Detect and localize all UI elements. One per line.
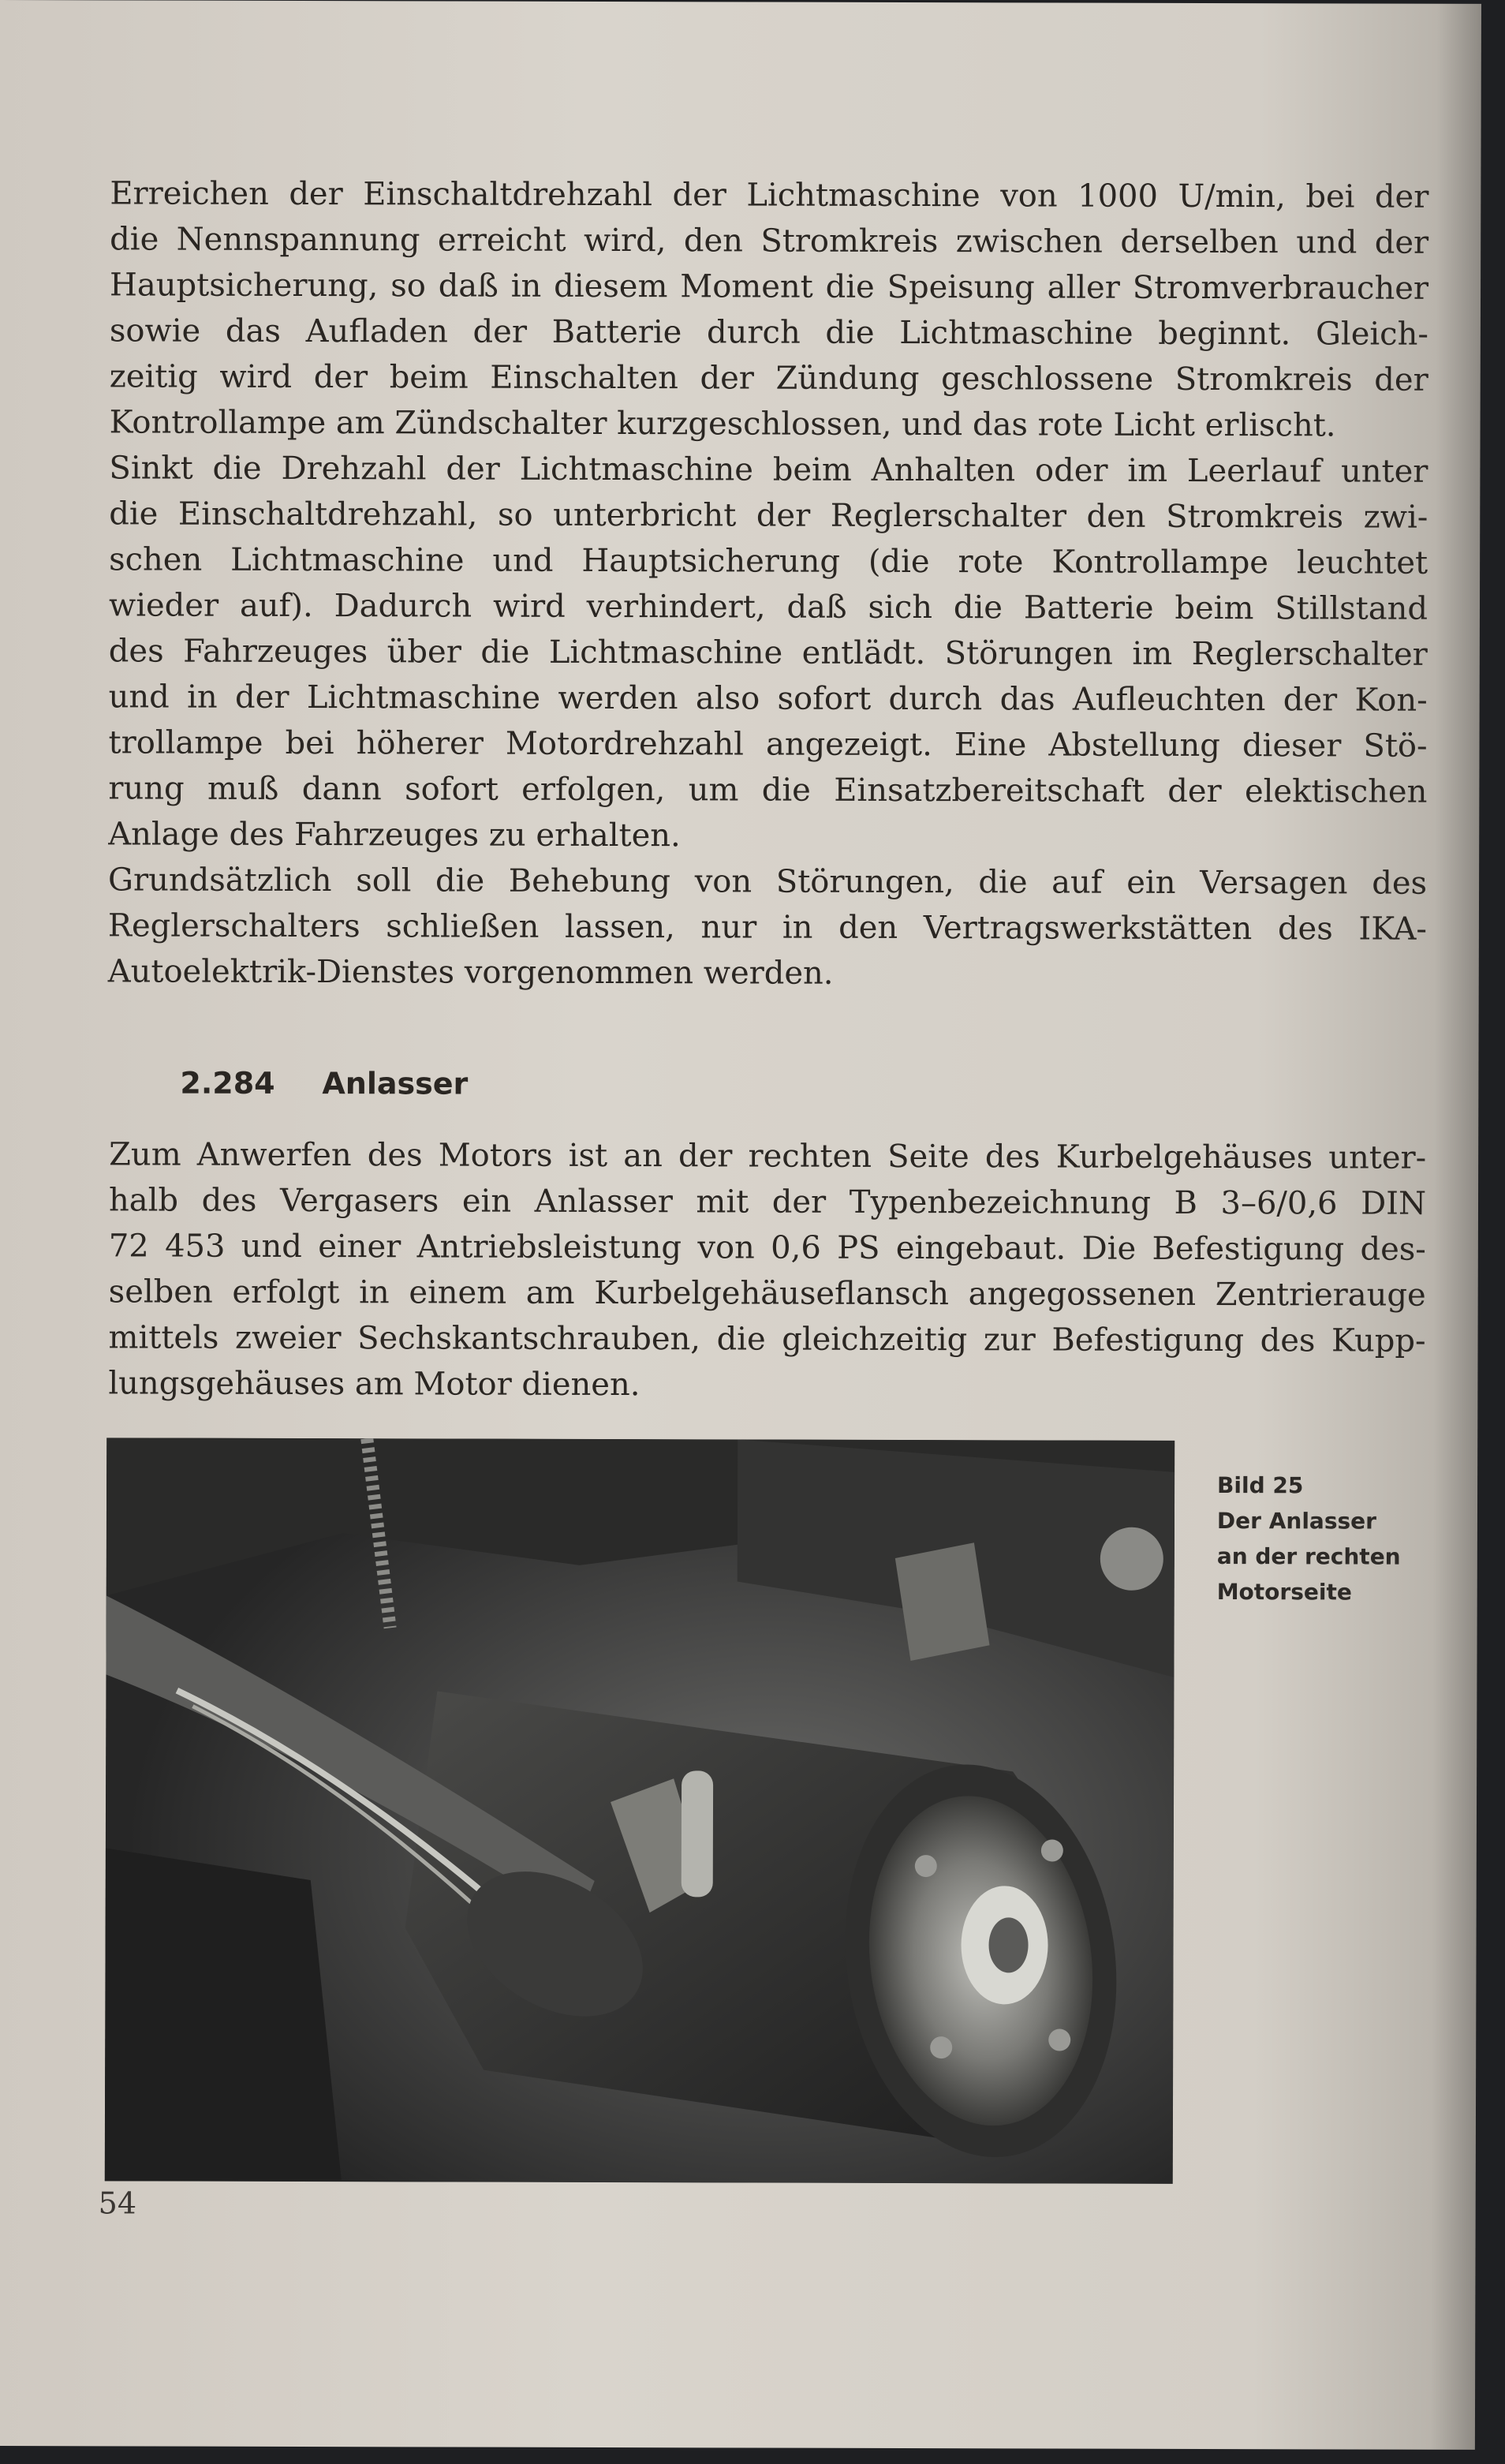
text-line: halb des Vergasers ein Anlasser mit der Typenbezeichnung B 3–6/0,6 DIN <box>108 1182 1427 1222</box>
caption-line: an der rechten <box>1216 1543 1401 1570</box>
text-line: 72 453 und einer Antriebsleistung von 0,6 PS eingebaut. Die Befestigung des- <box>108 1228 1426 1268</box>
starter-motor-photo <box>105 1438 1174 2184</box>
caption-line: Motorseite <box>1216 1579 1352 1606</box>
section-heading <box>180 1066 468 1101</box>
page-number: 54 <box>98 2185 137 2221</box>
text-line: des Fahrzeuges über die Lichtmaschine entlädt. Störungen im Reglerschalter <box>108 633 1428 673</box>
text-line: die Einschaltdrehzahl, so unterbricht der Reglerschalter den Stromkreis zwi- <box>109 495 1428 536</box>
text-line: Grundsätzlich soll die Behebung von Störungen, die auf ein Versagen des <box>108 862 1428 902</box>
text-line: sowie das Aufladen der Batterie durch die Lichtmaschine beginnt. Gleich- <box>109 312 1428 353</box>
section-number: 2.284 <box>180 1065 275 1101</box>
text-line: rung muß dann sofort erfolgen, um die Einsatzbereitschaft der elektischen <box>108 770 1428 810</box>
paragraph-3 <box>108 857 1427 997</box>
text-line: Sinkt die Drehzahl der Lichtmaschine beim Anhalten oder im Leerlauf unter <box>109 450 1428 490</box>
section-body-text <box>108 1131 1426 1409</box>
text-line: die Nennspannung erreicht wird, den Stromkreis zwischen derselben und der <box>110 221 1429 261</box>
section-title: Anlasser <box>322 1066 469 1101</box>
text-line: Autoelektrik-Dienstes vorgenommen werden. <box>107 953 834 992</box>
caption-line: Der Anlasser <box>1216 1508 1377 1535</box>
text-line: schen Lichtmaschine und Hauptsicherung (die rote Kontrollampe leuchtet <box>109 541 1428 581</box>
text-line: Anlage des Fahrzeuges zu erhalten. <box>108 816 681 854</box>
text-line: lungsgehäuses am Motor dienen. <box>108 1365 640 1404</box>
text-line: und in der Lichtmaschine werden also sofort durch das Aufleuchten der Kon- <box>108 679 1428 719</box>
text-line: mittels zweier Sechskantschrauben, die gleichzeitig zur Befestigung des Kupp- <box>108 1319 1426 1359</box>
text-line: selben erfolgt in einem am Kurbelgehäuseflansch angegossenen Zentrierauge <box>108 1273 1426 1314</box>
figure-caption <box>1217 1468 1401 1610</box>
text-line: zeitig wird der beim Einschalten der Zündung geschlossene Stromkreis der <box>109 358 1428 398</box>
paragraph-2 <box>108 445 1428 860</box>
caption-line: Bild 25 <box>1217 1472 1304 1499</box>
body-text <box>108 170 1429 997</box>
text-line: Hauptsicherung, so daß in diesem Moment die Speisung aller Stromverbraucher <box>109 267 1429 307</box>
text-line: Reglerschalters schließen lassen, nur in den Vertragswerkstätten des IKA- <box>107 907 1427 948</box>
text-line: trollampe bei höherer Motordrehzahl angezeigt. Eine Abstellung dieser Stö- <box>108 724 1428 765</box>
paragraph-1 <box>110 170 1429 448</box>
text-line: Zum Anwerfen des Motors ist an der rechten Seite des Kurbelgehäuses unter- <box>109 1136 1427 1176</box>
text-line: wieder auf). Dadurch wird verhindert, daß sich die Batterie beim Stillstand <box>108 587 1428 627</box>
text-line: Erreichen der Einschaltdrehzahl der Lichtmaschine von 1000 U/min, bei der <box>110 175 1429 215</box>
text-line: Kontrollampe am Zündschalter kurzgeschlossen, und das rote Licht erlischt. <box>109 404 1336 444</box>
